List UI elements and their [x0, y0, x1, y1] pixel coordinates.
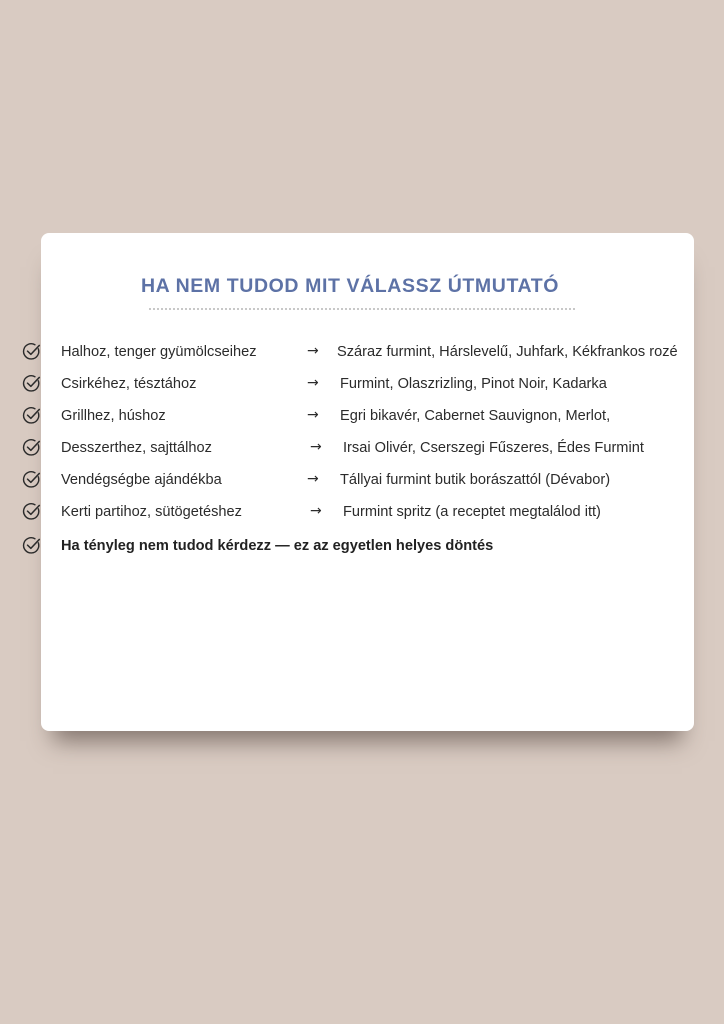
- pairing-label: Vendégségbe ajándékba: [61, 472, 222, 488]
- pairing-value: Irsai Olivér, Cserszegi Fűszeres, Édes Furmint: [343, 440, 644, 456]
- check-circle-icon: [22, 406, 41, 425]
- list-item: [0, 501, 724, 525]
- pairing-label: Halhoz, tenger gyümölcseihez: [61, 344, 257, 360]
- pairing-value: Egri bikavér, Cabernet Sauvignon, Merlot,: [340, 408, 611, 424]
- check-circle-icon: [22, 502, 41, 521]
- pairing-value: Tállyai furmint butik borászattól (Dévabor): [340, 472, 611, 488]
- arrow-right-icon: →: [310, 439, 322, 455]
- pairing-label: Desszerthez, sajttálhoz: [61, 440, 212, 456]
- list-item: [0, 373, 724, 397]
- list-item: [0, 437, 724, 461]
- list-item: [0, 405, 724, 429]
- final-note-item: [0, 535, 724, 559]
- check-circle-icon: [22, 438, 41, 457]
- arrow-right-icon: →: [307, 375, 319, 391]
- pairing-label: Kerti partihoz, sütögetéshez: [61, 504, 242, 520]
- check-circle-icon: [22, 470, 41, 489]
- list-item: [0, 469, 724, 493]
- check-circle-icon: [22, 342, 41, 361]
- page-title: HA NEM TUDOD MIT VÁLASSZ ÚTMUTATÓ: [140, 275, 560, 297]
- pairing-label: Grillhez, húshoz: [61, 408, 166, 424]
- final-note: Ha tényleg nem tudod kérdezz — ez az egyetlen helyes döntés: [61, 538, 494, 554]
- arrow-right-icon: →: [307, 471, 319, 487]
- arrow-right-icon: →: [307, 343, 319, 359]
- pairing-value: Furmint, Olaszrizling, Pinot Noir, Kadarka: [340, 376, 607, 392]
- arrow-right-icon: →: [310, 503, 322, 519]
- arrow-right-icon: →: [307, 407, 319, 423]
- pairing-value: Furmint spritz (a receptet megtalálod itt): [343, 504, 601, 520]
- pairing-value: Száraz furmint, Hárslevelű, Juhfark, Kékfrankos rozé: [337, 344, 678, 360]
- check-circle-icon: [22, 374, 41, 393]
- list-item: [0, 341, 724, 365]
- title-divider: [149, 308, 575, 310]
- check-circle-icon: [22, 536, 41, 555]
- pairing-label: Csirkéhez, tésztához: [61, 376, 197, 392]
